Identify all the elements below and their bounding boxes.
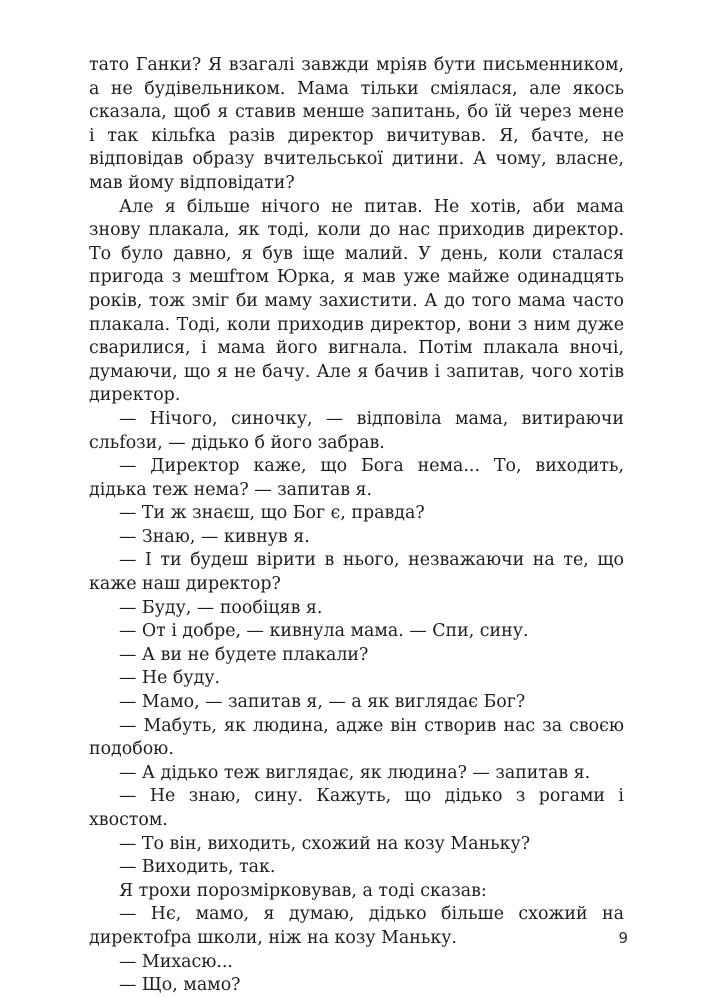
dialogue-line: — Знаю, — кивнув я.: [119, 526, 310, 547]
page-number: 9: [618, 929, 628, 947]
dialogue-line: — Директор каже, що Бога нема... То, виходить, дідька теж нема? — запитав я.: [89, 456, 624, 500]
dialogue-line: — Ти ж знаєш, що Бог є, правда?: [119, 503, 425, 524]
narration-line: Я трохи порозмірковував, а тоді сказав:: [119, 880, 487, 901]
page-body: [89, 54, 624, 998]
dialogue-line: — Михасю...: [119, 951, 233, 972]
paragraph-1: тато Ганки? Я взагалі завжди мріяв бути письменником, а не будівельником. Мама тільки сміялася, але якось сказала, щоб я ставив менше запитань, бо їй через мене і так кільfка разів директор вичитував. Я, бачте, не відповідав образу вчительської дитини. А чому, власне, мав йому відповідати?: [89, 55, 624, 193]
dialogue-line: — Буду, — пообіцяв я.: [119, 597, 323, 618]
dialogue-line: — Не буду.: [119, 668, 221, 689]
dialogue-line: — Виходить, так.: [119, 857, 276, 878]
dialogue-line: — І ти будеш вірити в нього, незважаючи на те, що каже наш директор?: [89, 550, 624, 595]
dialogue-line: — То він, виходить, схожий на козу Маньку?: [119, 833, 531, 854]
dialogue-line: — От і добре, — кивнула мама. — Спи, сину.: [119, 621, 529, 642]
dialogue-line: — Що, мамо?: [119, 975, 241, 996]
dialogue-line: — А дідько теж виглядає, як людина? — запитав я.: [119, 762, 591, 783]
dialogue-line: — Нічого, синочку, — відповіла мама, витираючи сльfози, — дідько б його забрав.: [89, 408, 624, 453]
dialogue-line: — Мамо, — запитав я, — а як виглядає Бог?: [119, 692, 526, 713]
dialogue-line: — Нє, мамо, я думаю, дідько більше схожий на директоfра школи, ніж на козу Маньку.: [89, 904, 624, 948]
paragraph-2: Але я більше нічого не питав. Не хотів, аби мама знову плакала, як тоді, коли до нас приходив директор. То було давно, я був іще малий. У день, коли сталася пригода з мешfтом Юрка, я мав уже майже одинадцять років, тож зміг би маму захистити. А до того мама часто плакала. Тоді, коли приходив директор, вони з ним дуже сварилися, і мама його вигнала. Потім плакала вночі, думаючи, що я не бачу. Але я бачив і запитав, чого хотів директор.: [89, 196, 624, 406]
dialogue-line: — Не знаю, сину. Кажуть, що дідько з рогами і хвостом.: [89, 786, 624, 830]
dialogue-line: — Мабуть, як людина, адже він створив нас за своєю подобою.: [89, 715, 624, 760]
dialogue-line: — А ви не будете плакали?: [119, 644, 369, 665]
